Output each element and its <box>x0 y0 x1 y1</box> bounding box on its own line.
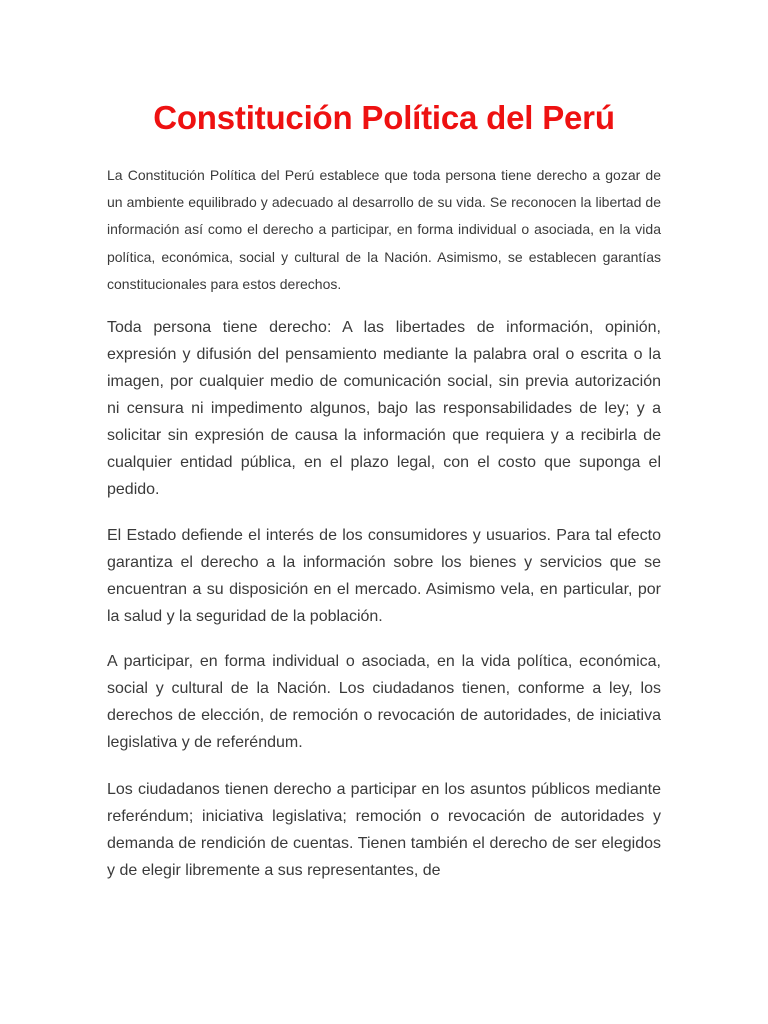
paragraph-3: A participar, en forma individual o asociada, en la vida política, económica, social y cultural de la Nación. Los ciudadanos tienen, conforme a ley, los derechos de elección, de remoción o revocación de autoridades, de iniciativa legislativa y de referéndum. <box>107 653 661 751</box>
page-title: Constitución Política del Perú <box>153 99 615 136</box>
paragraph-2: El Estado defiende el interés de los consumidores y usuarios. Para tal efecto garantiza el derecho a la información sobre los bienes y servicios que se encuentran a su disposición en el mercado. Asimismo vela, en particular, por la salud y la seguridad de la población. <box>107 527 661 625</box>
intro-paragraph: La Constitución Política del Perú establece que toda persona tiene derecho a gozar de un ambiente equilibrado y adecuado al desarrollo de su vida. Se reconocen la libertad de información así como el derecho a participar, en forma individual o asociada, en la vida política, económica, social y cultural de la Nación. Asimismo, se establecen garantías constitucionales para estos derechos. <box>107 167 661 292</box>
paragraph-4: Los ciudadanos tienen derecho a participar en los asuntos públicos mediante referéndum; iniciativa legislativa; remoción o revocación de autoridades y demanda de rendición de cuentas. Tienen también el derecho de ser elegidos y de elegir libremente a sus representantes, de <box>107 781 661 879</box>
paragraph-1: Toda persona tiene derecho: A las libertades de información, opinión, expresión y difusión del pensamiento mediante la palabra oral o escrita o la imagen, por cualquier medio de comunicación social, sin previa autorización ni censura ni impedimento algunos, bajo las responsabilidades de ley; y a solicitar sin expresión de causa la información que requiera y a recibirla de cualquier entidad pública, en el plazo legal, con el costo que suponga el pedido. <box>107 319 661 498</box>
